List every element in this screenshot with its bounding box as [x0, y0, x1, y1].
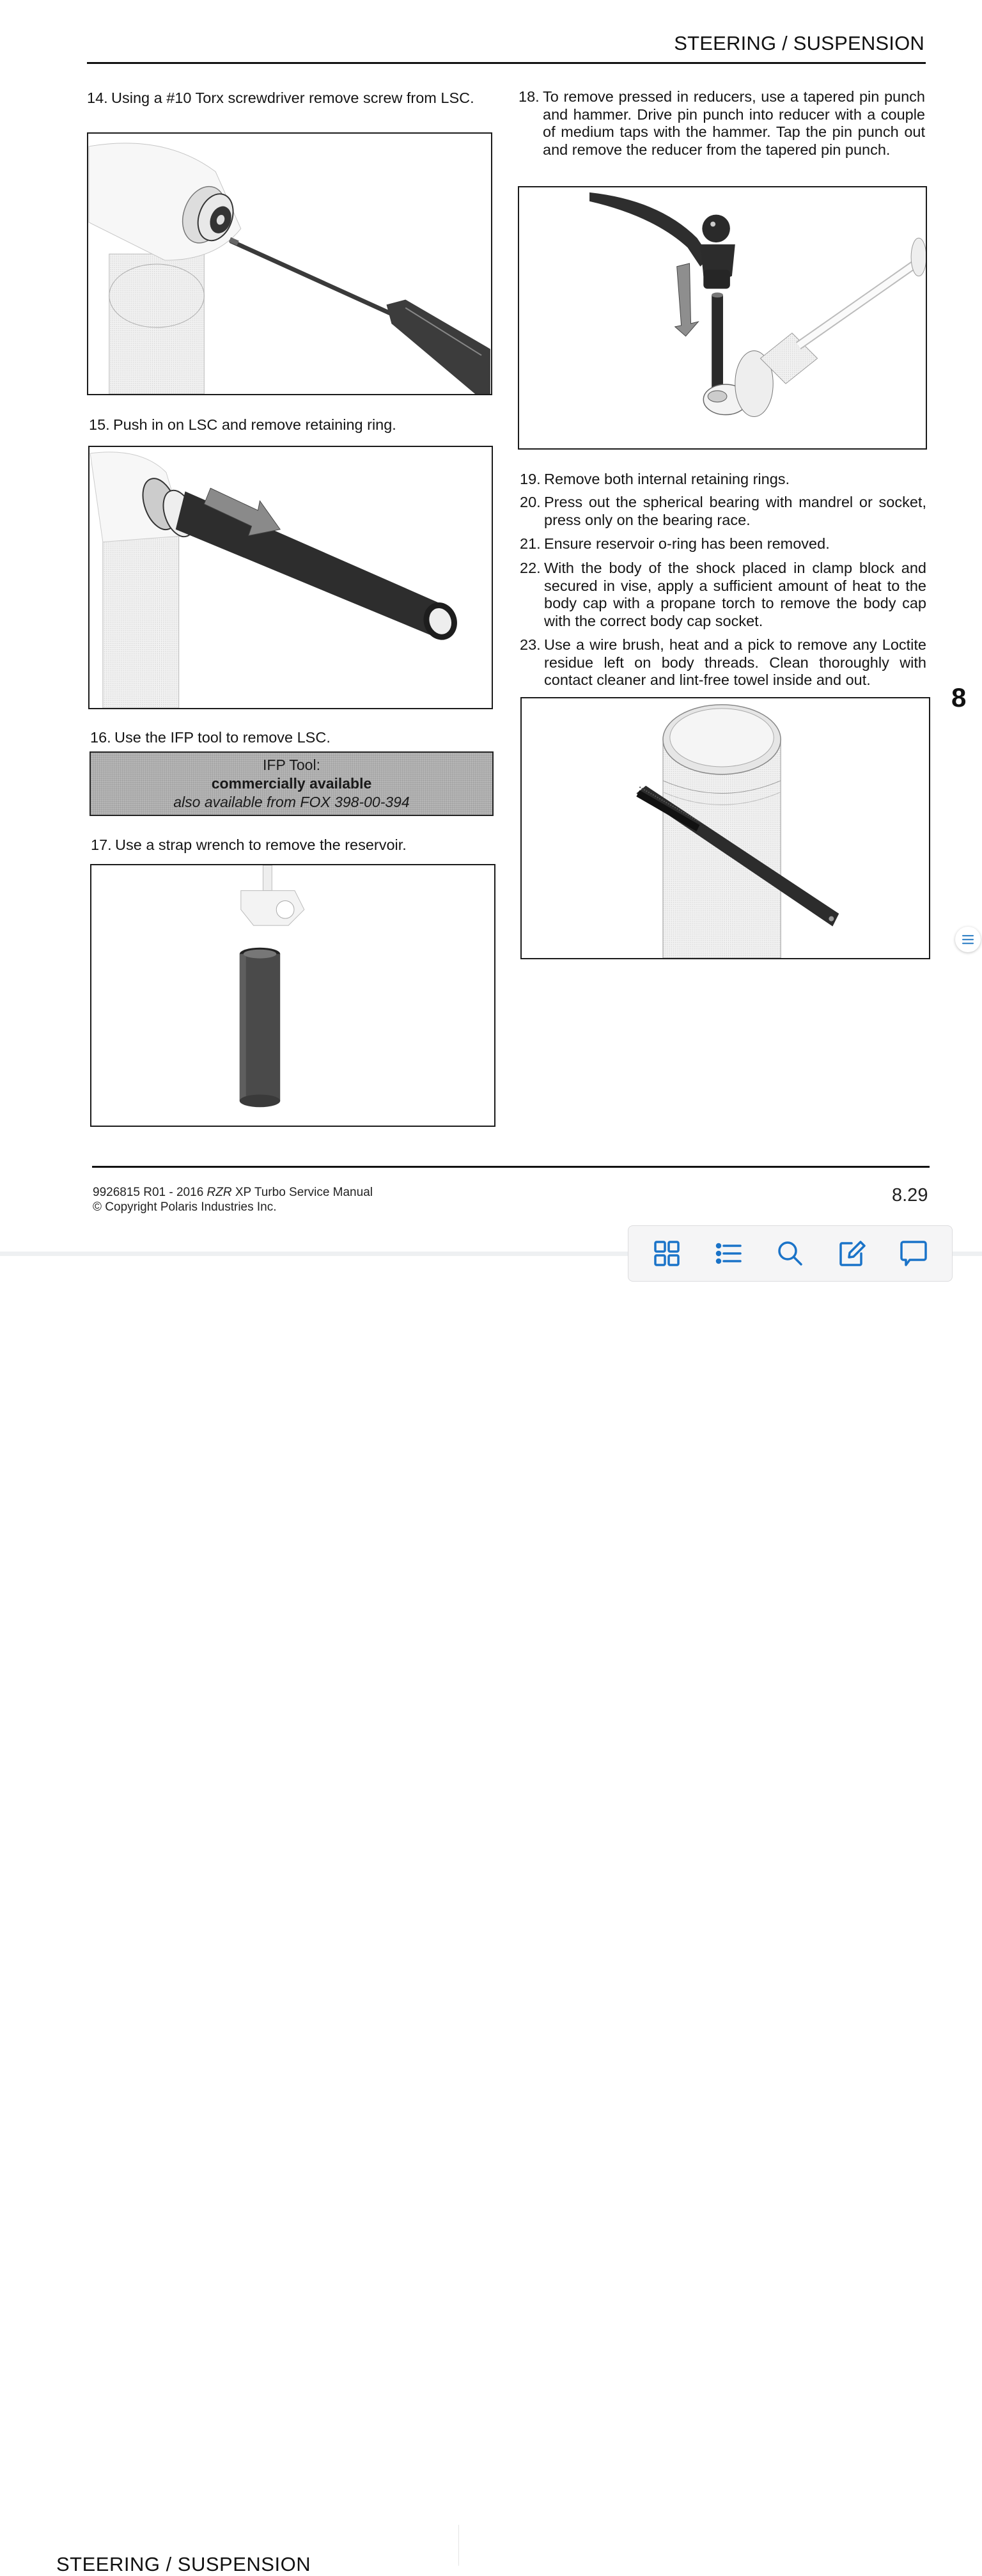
step-23: [520, 636, 926, 689]
step-number: 22.: [520, 560, 541, 576]
screwdriver-illustration: [88, 134, 491, 394]
ifp-tool-callout: [90, 751, 494, 816]
next-page-title: STEERING / SUSPENSION: [56, 2553, 311, 2575]
step-16: [90, 729, 493, 747]
step-15: [89, 416, 492, 434]
manual-page: [0, 0, 982, 1247]
figure-push-lsc: [88, 446, 493, 709]
step-number: 16.: [90, 729, 111, 746]
header-rule: [87, 62, 926, 64]
wire-brush-illustration: [522, 698, 929, 958]
tool-availability: commercially available: [211, 775, 372, 792]
list-icon: [713, 1238, 744, 1269]
step-number: 19.: [520, 471, 541, 487]
outline-toggle-button[interactable]: [955, 927, 981, 952]
tool-alt-source: also available from FOX 398-00-394: [173, 794, 410, 810]
grid-icon: [651, 1238, 682, 1269]
figure-torx-screwdriver: [87, 132, 492, 395]
section-title: STEERING / SUSPENSION: [674, 32, 924, 54]
step-19: [520, 471, 926, 489]
step-21: [520, 535, 926, 553]
step-text: With the body of the shock placed in clamp block and secured in vise, apply a sufficient amount of heat to the body cap with a propane torch to remove the body cap with the correct body cap socket.: [544, 560, 926, 629]
viewer-toolbar: [628, 1225, 953, 1282]
reservoir-illustration: [91, 865, 494, 1126]
step-number: 20.: [520, 494, 541, 510]
figure-pin-punch: [518, 186, 927, 450]
step-number: 23.: [520, 636, 541, 653]
edit-icon: [836, 1238, 867, 1269]
step-text: Use a strap wrench to remove the reservoir.: [115, 836, 407, 853]
next-page-divider: [458, 2525, 459, 2566]
page-number: 8.29: [892, 1185, 928, 1206]
step-text: To remove pressed in reducers, use a tapered pin punch and hammer. Drive pin punch into reducer with a couple of medium taps with the hammer. Tap the pin punch out and remove the reducer from the tapered pin punch.: [543, 88, 925, 158]
comments-button[interactable]: [896, 1236, 931, 1271]
chapter-tab: 8: [951, 682, 967, 712]
step-text: Remove both internal retaining rings.: [544, 471, 790, 487]
step-22: [520, 560, 926, 630]
footer-doc-title: 9926815 R01 - 2016 RZR XP Turbo Service Manual: [93, 1186, 373, 1199]
footer-doc-info: [93, 1185, 373, 1214]
thumbnails-button[interactable]: [649, 1236, 685, 1271]
step-number: 17.: [91, 836, 112, 853]
step-text: Use a wire brush, heat and a pick to remove any Loctite residue left on body threads. Clean thoroughly with contact cleaner and lint-free towel inside and out.: [544, 636, 926, 688]
figure-reservoir: [90, 864, 495, 1127]
step-text: Use the IFP tool to remove LSC.: [114, 729, 331, 746]
step-number: 15.: [89, 416, 110, 433]
step-text: Ensure reservoir o-ring has been removed.: [544, 535, 830, 552]
step-number: 21.: [520, 535, 541, 552]
tool-title: IFP Tool:: [263, 757, 320, 773]
push-lsc-illustration: [90, 447, 492, 708]
step-text: Press out the spherical bearing with mandrel or socket, press only on the bearing race.: [544, 494, 926, 528]
footer-copyright: © Copyright Polaris Industries Inc.: [93, 1200, 277, 1214]
step-20: [520, 494, 926, 529]
step-text: Push in on LSC and remove retaining ring.: [113, 416, 396, 433]
step-text: Using a #10 Torx screwdriver remove screw from LSC.: [111, 90, 474, 106]
step-17: [91, 836, 494, 854]
search-icon: [775, 1238, 806, 1269]
menu-icon: [961, 934, 975, 945]
step-number: 14.: [87, 90, 108, 106]
annotate-button[interactable]: [834, 1236, 869, 1271]
pin-punch-illustration: [519, 187, 926, 448]
step-18: [518, 88, 925, 159]
outline-list-button[interactable]: [711, 1236, 747, 1271]
comment-icon: [898, 1238, 929, 1269]
step-number: 18.: [518, 88, 540, 105]
figure-wire-brush: [520, 697, 930, 959]
step-14: [87, 90, 490, 107]
footer-rule: [92, 1166, 930, 1168]
search-button[interactable]: [772, 1236, 808, 1271]
